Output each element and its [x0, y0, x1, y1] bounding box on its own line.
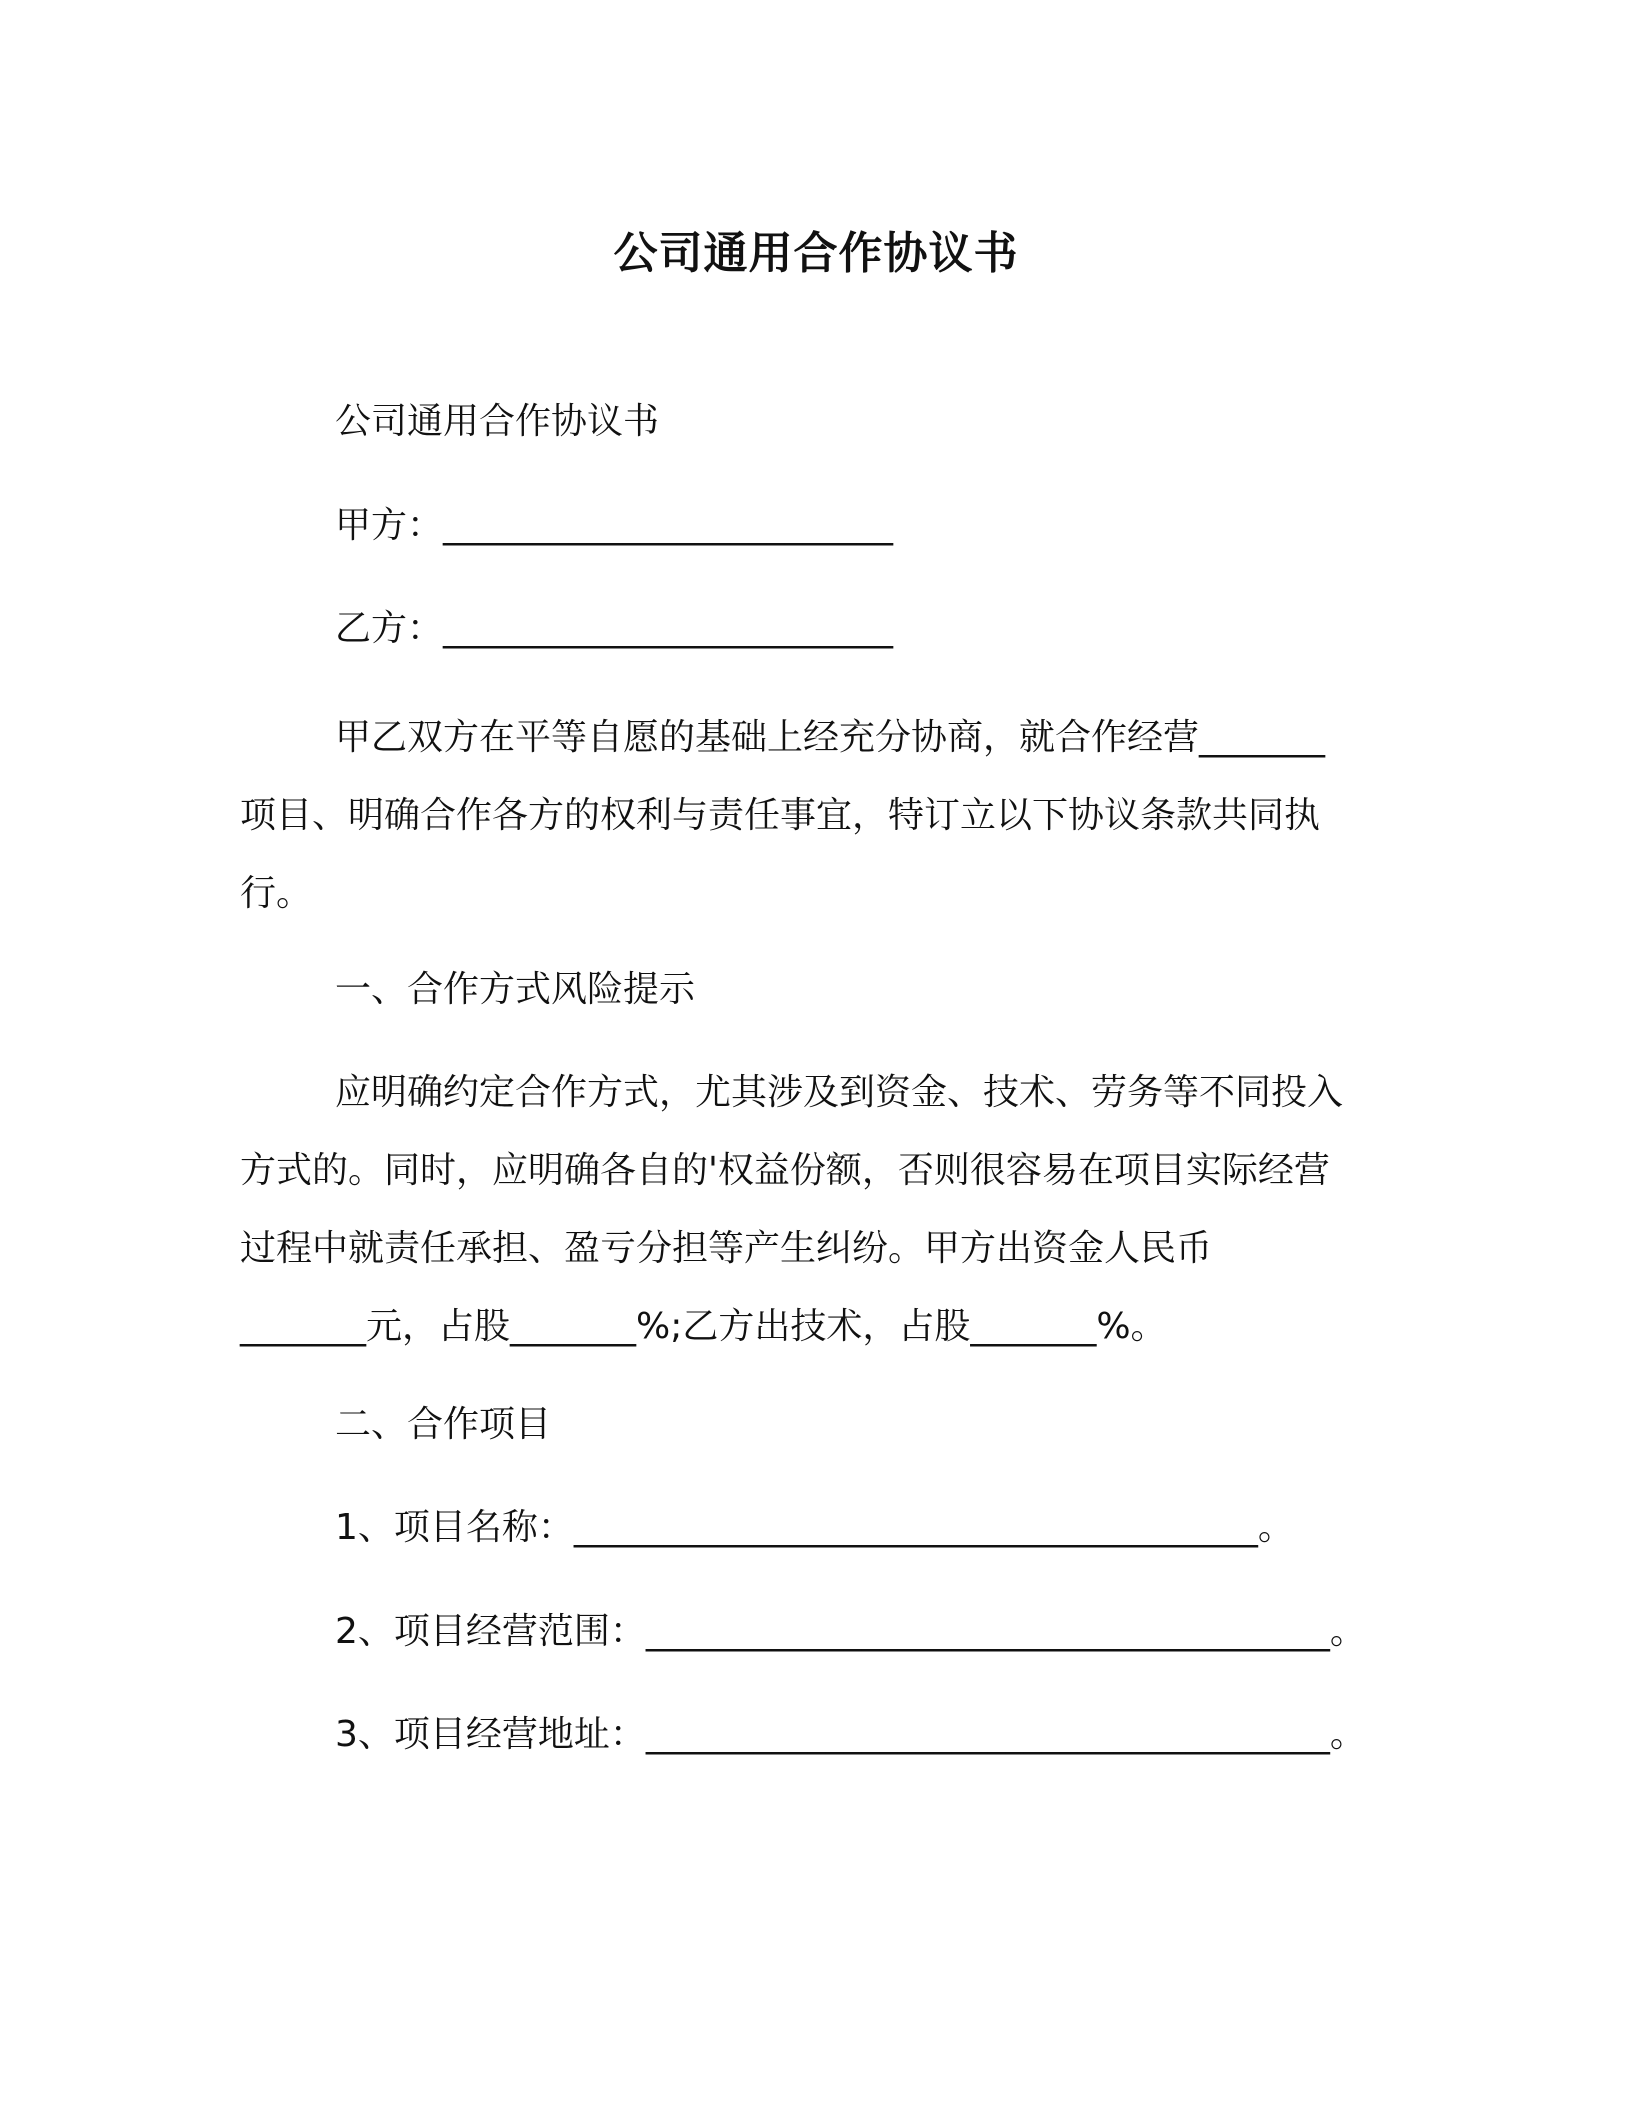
- document-subtitle: 公司通用合作协议书: [335, 401, 660, 442]
- section-1-line-2: 方式的。同时，应明确各自的'权益份额，否则很容易在项目实际经营: [240, 1150, 1330, 1191]
- section-1-line-3: 过程中就责任承担、盈亏分担等产生纠纷。甲方出资金人民币: [240, 1228, 1213, 1269]
- party-a-line: 甲方：_________________________: [335, 505, 894, 546]
- intro-line-1: 甲乙双方在平等自愿的基础上经充分协商，就合作经营_______: [335, 717, 1326, 758]
- section-1-body: [240, 1054, 1343, 1366]
- intro-paragraph: [240, 699, 1325, 933]
- document-title: 公司通用合作协议书: [613, 228, 1019, 279]
- intro-line-3: 行。: [240, 873, 313, 914]
- party-b-line: 乙方：_________________________: [335, 608, 894, 649]
- project-scope-line: 2、项目经营范围：______________________________________。: [335, 1611, 1366, 1652]
- intro-line-2: 项目、明确合作各方的权利与责任事宜，特订立以下协议条款共同执: [240, 795, 1321, 836]
- project-address-line: 3、项目经营地址：______________________________________。: [335, 1714, 1366, 1755]
- project-name-line: 1、项目名称：______________________________________。: [335, 1507, 1294, 1548]
- section-1-heading: 一、合作方式风险提示: [335, 969, 696, 1010]
- section-1-line-4: _______元，占股_______%;乙方出技术，占股_______%。: [240, 1306, 1167, 1347]
- section-1-line-1: 应明确约定合作方式，尤其涉及到资金、技术、劳务等不同投入: [335, 1072, 1344, 1113]
- section-2-heading: 二、合作项目: [335, 1404, 552, 1445]
